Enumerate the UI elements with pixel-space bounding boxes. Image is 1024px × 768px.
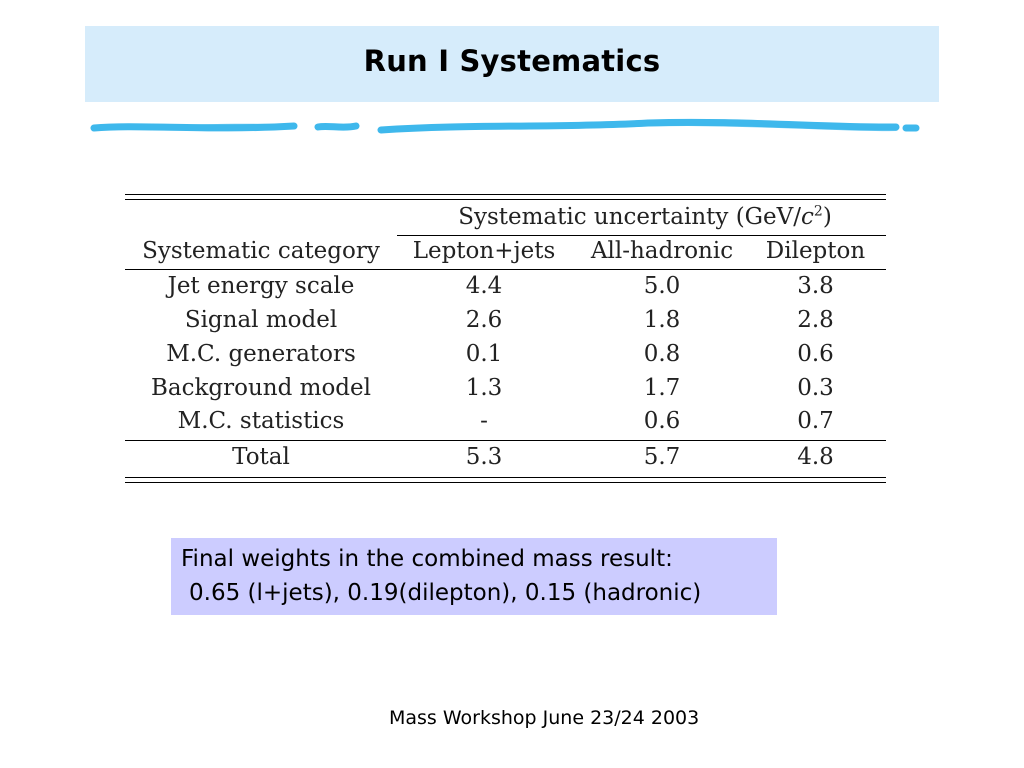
row-category: Jet energy scale [167, 273, 355, 299]
row-value: 1.3 [465, 375, 503, 401]
row-value: 5.0 [643, 273, 681, 299]
table-top-rule-2 [125, 199, 886, 200]
row-value: 1.7 [643, 375, 681, 401]
total-value: 5.3 [465, 444, 503, 470]
callout-line-2: 0.65 (l+jets), 0.19(dilepton), 0.15 (hadronic) [189, 580, 702, 606]
table-bottom-rule-2 [125, 482, 886, 483]
column-header-all-hadronic: All-hadronic [590, 238, 734, 264]
callout-line-1: Final weights in the combined mass result: [181, 546, 673, 572]
final-weights-callout [171, 538, 777, 615]
category-header: Systematic category [142, 238, 380, 264]
row-category: M.C. generators [166, 341, 356, 367]
row-value: 1.8 [643, 307, 681, 333]
row-value: 2.8 [797, 307, 834, 333]
total-value: 5.7 [643, 444, 681, 470]
decorative-scribble-divider [88, 112, 928, 142]
row-value: 0.6 [797, 341, 834, 367]
row-value: - [480, 408, 488, 434]
column-header-lepton-jets: Lepton+jets [412, 238, 556, 264]
slide-footer: Mass Workshop June 23/24 2003 [389, 707, 700, 729]
column-header-dilepton: Dilepton [765, 238, 866, 264]
row-category: Background model [150, 375, 371, 401]
row-category: Signal model [184, 307, 338, 333]
row-category: M.C. statistics [177, 408, 345, 434]
row-value: 0.1 [465, 341, 503, 367]
total-label: Total [232, 444, 290, 470]
table-top-rule [125, 194, 886, 195]
group-header: Systematic uncertainty $(GeV/c^2)$ [458, 203, 832, 230]
row-value: 3.8 [797, 273, 834, 299]
row-value: 0.7 [797, 408, 834, 434]
slide-title: Run I Systematics [363, 44, 661, 78]
total-value: 4.8 [797, 444, 834, 470]
row-value: 0.3 [797, 375, 834, 401]
systematics-table [125, 194, 886, 484]
row-value: 0.6 [643, 408, 681, 434]
row-value: 2.6 [465, 307, 503, 333]
row-value: 0.8 [643, 341, 681, 367]
table-bottom-rule [125, 477, 886, 478]
row-value: 4.4 [465, 273, 503, 299]
